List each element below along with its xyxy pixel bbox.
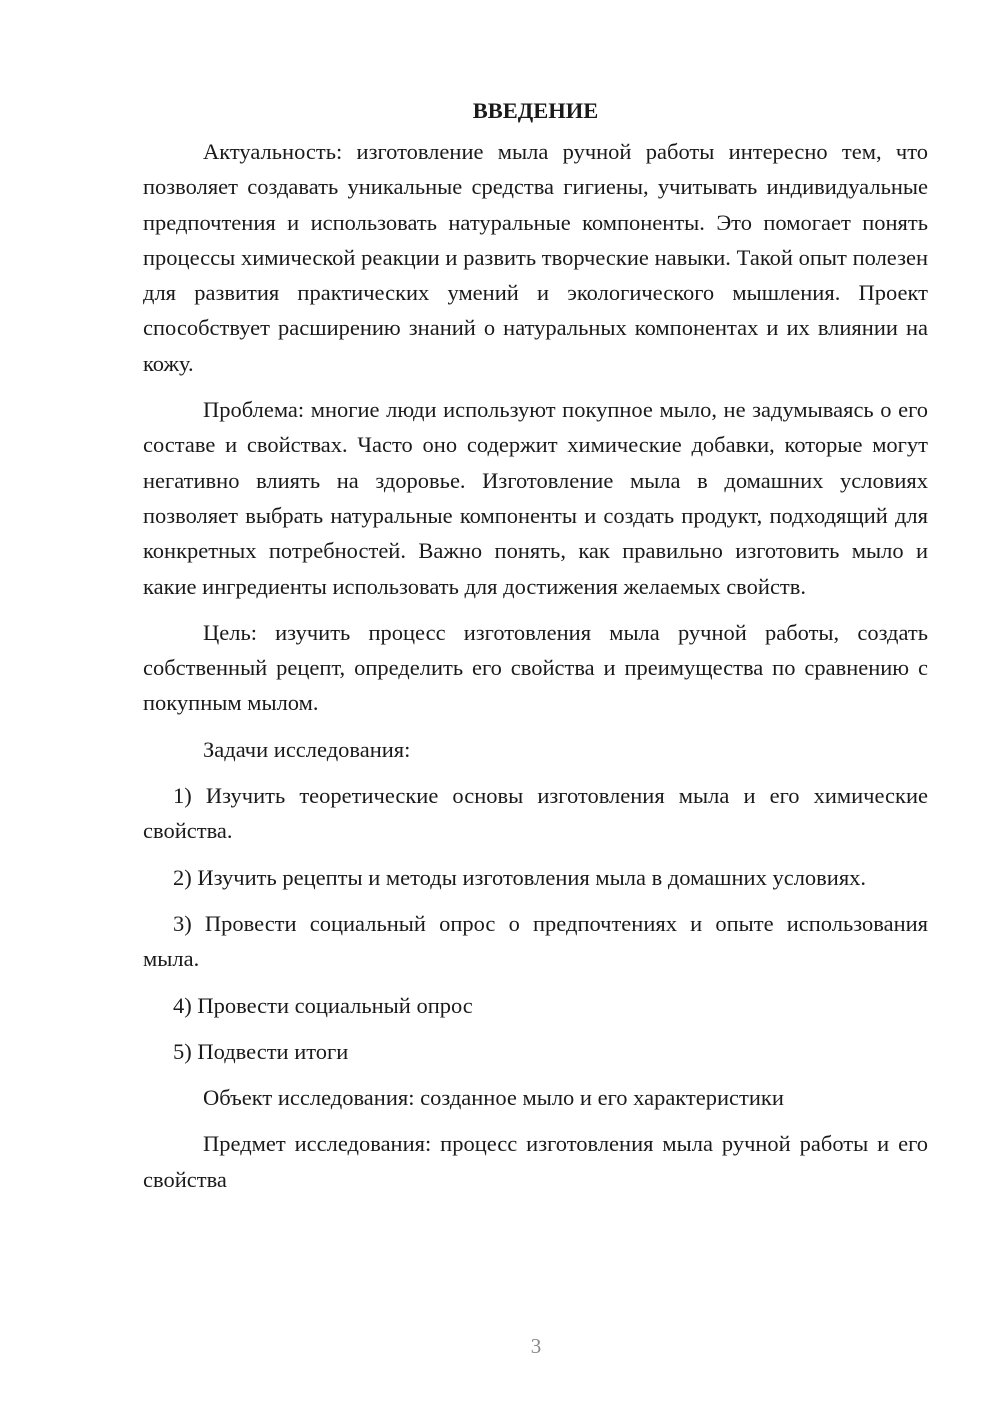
task-item: 2) Изучить рецепты и методы изготовления мыла в домашних условиях. bbox=[173, 864, 867, 890]
section-title: ВВЕДЕНИЕ bbox=[472, 98, 599, 123]
task-item: 3) Провести социальный опрос о предпочтениях и опыте использования мыла. bbox=[143, 910, 928, 972]
research-subject: Предмет исследования: процесс изготовления мыла ручной работы и его свойства bbox=[143, 1131, 928, 1192]
tasks-heading: Задачи исследования: bbox=[203, 736, 411, 762]
document-page bbox=[143, 94, 928, 1208]
page-number: 3 bbox=[530, 1334, 542, 1358]
task-item: 4) Провести социальный опрос bbox=[173, 992, 473, 1018]
task-item: 5) Подвести итоги bbox=[173, 1038, 349, 1064]
research-object: Объект исследования: созданное мыло и его характеристики bbox=[203, 1085, 784, 1111]
relevance-paragraph: Актуальность: изготовление мыла ручной работы интересно тем, что позволяет создавать уникальные средства гигиены, учитывать индивидуальные предпочтения и использовать натуральные компоненты. Это помогает понять процессы химической реакции и развить творческие навыки. Такой опыт полезен для развития практических умений и экологического мышления. Проект способствует расширению знаний о натуральных компонентах и их влиянии на кожу. bbox=[143, 139, 928, 376]
problem-paragraph: Проблема: многие люди используют покупное мыло, не задумываясь о его составе и свойствах. Часто оно содержит химические добавки, которые могут негативно влиять на здоровье. Изготовление мыла в домашних условиях позволяет выбрать натуральные компоненты и создать продукт, подходящий для конкретных потребностей. Важно понять, как правильно изготовить мыло и какие ингредиенты использовать для достижения желаемых свойств. bbox=[143, 397, 928, 599]
goal-paragraph: Цель: изучить процесс изготовления мыла ручной работы, создать собственный рецепт, определить его свойства и преимущества по сравнению с покупным мылом. bbox=[143, 619, 928, 716]
task-item: 1) Изучить теоретические основы изготовления мыла и его химические свойства. bbox=[143, 783, 928, 844]
